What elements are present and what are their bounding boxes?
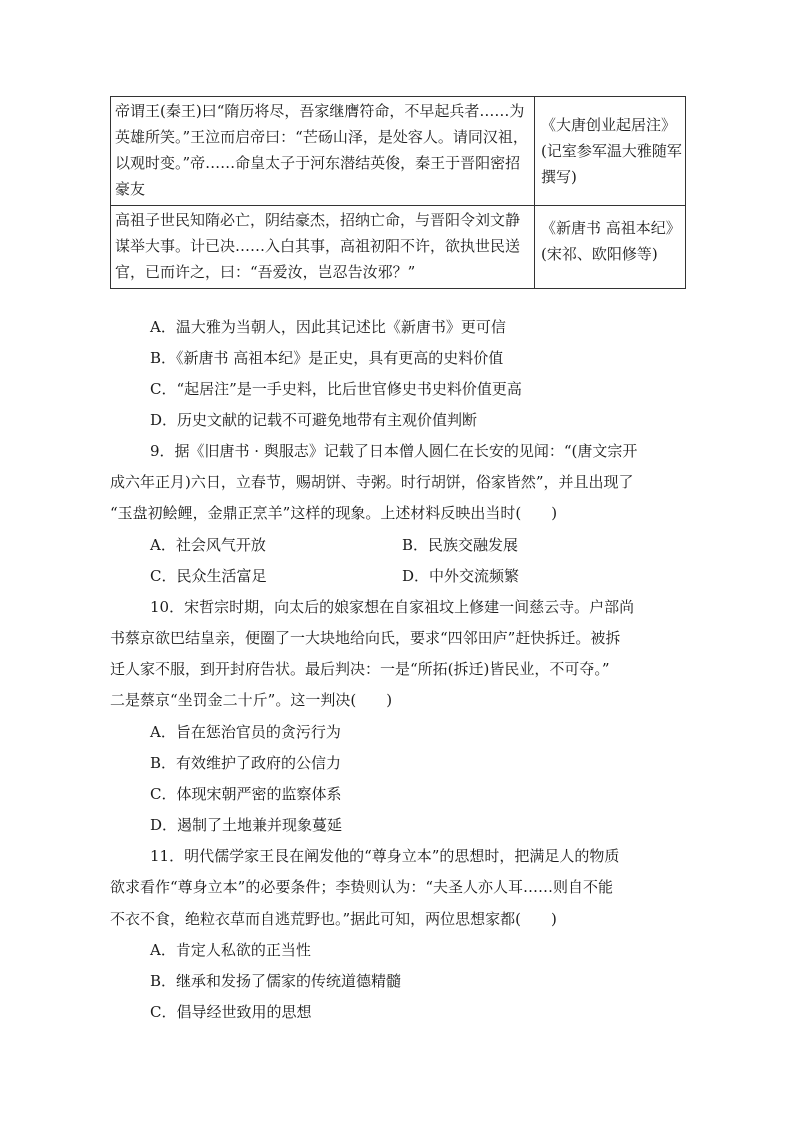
q9-option-c: C．民众生活富足 — [150, 567, 267, 585]
q9-option-a: A．社会风气开放 — [150, 536, 266, 554]
q10-option-a: A．旨在惩治官员的贪污行为 — [150, 723, 341, 741]
q11-stem-line: 不衣不食，绝粒衣草而自逃荒野也。”据此可知，两位思想家都( ) — [110, 910, 557, 928]
source-comparison-table — [110, 96, 686, 289]
q11-option-c: C．倡导经世致用的思想 — [150, 1003, 312, 1021]
table-row — [111, 206, 686, 289]
table-cell-text: 帝谓王(秦王)曰“隋历将尽，吾家继膺符命，不早起兵者……为英雄所笑。”王泣而启帝曰：“芒砀山泽，是处容人。请同汉祖，以观时变。”帝……命皇太子于河东潜结英俊，秦王于晋阳密招豪友 — [111, 97, 535, 206]
q9-stem-line: 成六年正月)六日，立春节，赐胡饼、寺粥。时行胡饼，俗家皆然”，并且出现了 — [110, 473, 634, 491]
table-cell-source — [535, 97, 686, 206]
q11-stem-line: 11．明代儒学家王艮在阐发他的“尊身立本”的思想时，把满足人的物质 — [150, 847, 620, 865]
q9-stem-line: 9．据《旧唐书 · 舆服志》记载了日本僧人圆仁在长安的见闻：“(唐文宗开 — [150, 442, 638, 460]
q10-stem-line: 书蔡京欲巴结皇亲，便圈了一大块地给向氏，要求“四邻田庐”赶快拆迁。被拆 — [110, 629, 621, 647]
q11-option-b: B．继承和发扬了儒家的传统道德精髓 — [150, 972, 402, 990]
q9-option-d: D．中外交流频繁 — [402, 567, 520, 585]
source-label: 《新唐书 高祖本纪》(宋祁、欧阳修等) — [541, 219, 681, 263]
q8-option-c: C．“起居注”是一手史料，比后世官修史书史料价值更高 — [150, 380, 522, 398]
q10-option-c: C．体现宋朝严密的监察体系 — [150, 785, 342, 803]
q10-stem-line: 二是蔡京“坐罚金二十斤”。这一判决( ) — [110, 691, 393, 709]
source-label: 《大唐创业起居注》(记室参军温大雅随军撰写) — [541, 116, 682, 186]
q11-stem-line: 欲求看作“尊身立本”的必要条件；李贽则认为：“夫圣人亦人耳……则自不能 — [110, 878, 614, 896]
q10-option-d: D．遏制了土地兼并现象蔓延 — [150, 816, 343, 834]
q8-option-d: D．历史文献的记载不可避免地带有主观价值判断 — [150, 411, 478, 429]
q9-stem-line: “玉盘初鲙鲤，金鼎正烹羊”这样的现象。上述材料反映出当时( ) — [110, 504, 558, 522]
q8-option-b: B．《新唐书 高祖本纪》是正史，具有更高的史料价值 — [150, 349, 504, 367]
q11-option-a: A．肯定人私欲的正当性 — [150, 941, 311, 959]
q10-stem-line: 10．宋哲宗时期，向太后的娘家想在自家祖坟上修建一间慈云寺。户部尚 — [150, 598, 635, 616]
q8-option-a: A．温大雅为当朝人，因此其记述比《新唐书》更可信 — [150, 318, 506, 336]
table-cell-text: 高祖子世民知隋必亡，阴结豪杰，招纳亡命，与晋阳令刘文静谋举大事。计已决……入白其事，高祖初阳不许，欲执世民送官，已而许之，曰：“吾爱汝，岂忍告汝邪？” — [111, 206, 535, 289]
q10-option-b: B．有效维护了政府的公信力 — [150, 754, 342, 772]
table-row — [111, 97, 686, 206]
q10-stem-line: 迁人家不服，到开封府告状。最后判决：一是“所拓(拆迁)皆民业，不可夺。” — [110, 660, 610, 678]
q9-option-b: B．民族交融发展 — [402, 536, 519, 554]
table-cell-source — [535, 206, 686, 289]
